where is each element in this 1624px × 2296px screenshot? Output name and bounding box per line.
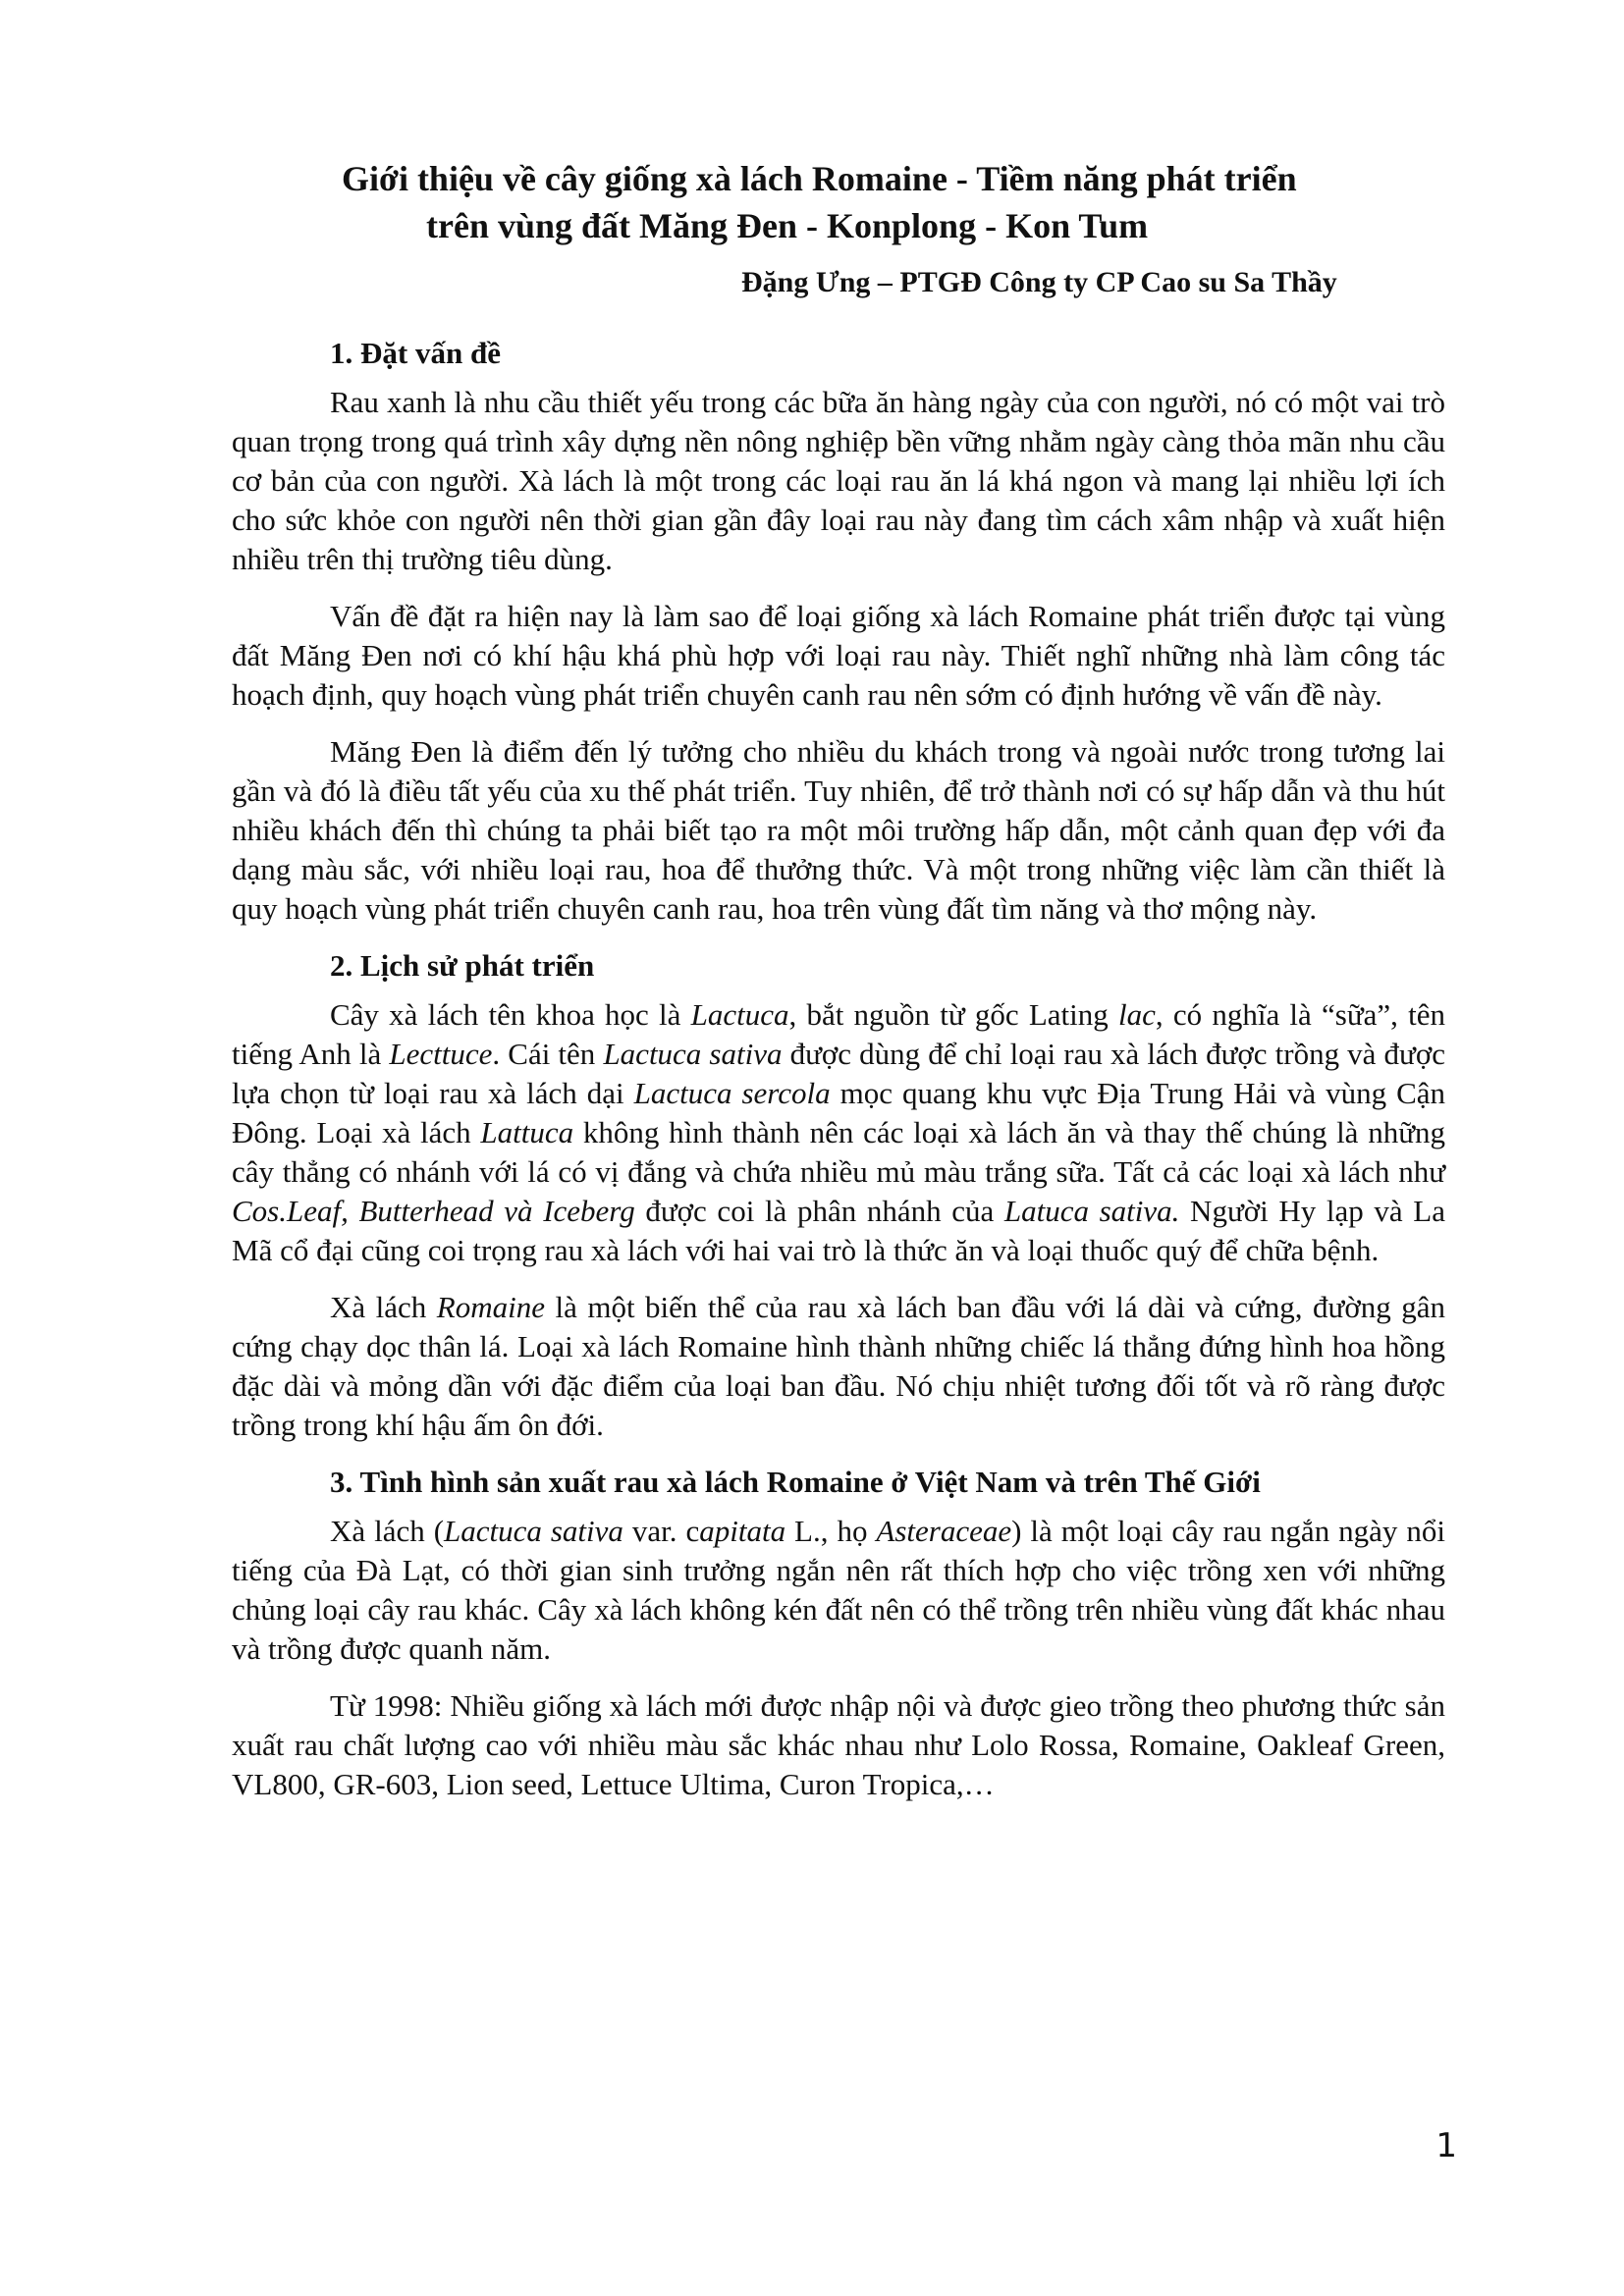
text-run: , bắt nguồn từ gốc Lating bbox=[788, 997, 1119, 1032]
text-run: được coi là phân nhánh của bbox=[634, 1194, 1004, 1228]
text-run: Cây xà lách tên khoa học là bbox=[330, 997, 691, 1032]
title-line-2: trên vùng đất Măng Đen - Konplong - Kon Tum bbox=[426, 206, 1149, 245]
italic-term: Lactuca sativa bbox=[444, 1514, 623, 1548]
text-run: mọc quang khu vực Địa Trung Hải và vùng Cận Đông. Loại xà lách bbox=[232, 1076, 1446, 1149]
text-run: là một biến thể của rau xà lách ban đầu với lá dài và cứng, đường gân cứng chạy dọc thân lá. Loại xà lách Romaine hình thành những chiếc lá thẳng đứng hình hoa hồng đặc dài và mỏng dần với đặc điểm của loại ban đầu. Nó chịu nhiệt tương đối tốt và rõ ràng được trồng trong khí hậu ấm ôn đới. bbox=[232, 1290, 1445, 1442]
text-run: Xà lách bbox=[330, 1290, 437, 1324]
text-run: var. c bbox=[623, 1514, 700, 1548]
document-body bbox=[232, 334, 1445, 1822]
italic-term: Romaine bbox=[436, 1290, 545, 1324]
italic-term: Lactuca sativa bbox=[603, 1037, 783, 1071]
text-run: , có nghĩa là “sữa”, tên tiếng Anh là bbox=[232, 997, 1445, 1071]
italic-term: apitata bbox=[699, 1514, 786, 1548]
section-2-paragraph-1 bbox=[232, 995, 1445, 1270]
text-run: Xà lách ( bbox=[330, 1514, 445, 1548]
page-number: 1 bbox=[1435, 2126, 1457, 2165]
italic-term: Lecttuce bbox=[389, 1037, 493, 1071]
italic-term: Lattuca bbox=[480, 1115, 574, 1149]
section-2-heading: 2. Lịch sử phát triển bbox=[330, 948, 595, 983]
section-1-heading: 1. Đặt vấn đề bbox=[330, 336, 501, 370]
section-3-paragraph-1 bbox=[232, 1512, 1445, 1669]
section-1-paragraph-3: Măng Đen là điểm đến lý tưởng cho nhiều du khách trong và ngoài nước trong tương lai gần và đó là điều tất yếu của xu thế phát triển. Tuy nhiên, để trở thành nơi có sự hấp dẫn và thu hút nhiều khách đến thì chúng ta phải biết tạo ra một môi trường hấp dẫn, một cảnh quan đẹp với đa dạng màu sắc, với nhiều loại rau, hoa để thưởng thức. Và một trong những việc làm cần thiết là quy hoạch vùng phát triển chuyên canh rau, hoa trên vùng đất tìm năng và thơ mộng này. bbox=[232, 734, 1445, 926]
section-1-paragraph-2: Vấn đề đặt ra hiện nay là làm sao để loại giống xà lách Romaine phát triển được tại vùng đất Măng Đen nơi có khí hậu khá phù hợp với loại rau này. Thiết nghĩ những nhà làm công tác hoạch định, quy hoạch vùng phát triển chuyên canh rau nên sớm có định hướng về vấn đề này. bbox=[232, 599, 1445, 712]
section-2-paragraph-2 bbox=[232, 1288, 1445, 1445]
italic-term: Cos.Leaf, Butterhead và Iceberg bbox=[232, 1194, 635, 1228]
italic-term: Latuca sativa. bbox=[1003, 1194, 1180, 1228]
section-3-heading: 3. Tình hình sản xuất rau xà lách Romaine ở Việt Nam và trên Thế Giới bbox=[330, 1465, 1261, 1499]
italic-term: Lactuca sercola bbox=[633, 1076, 831, 1110]
text-run: . Cái tên bbox=[492, 1037, 604, 1071]
text-run: L., họ bbox=[785, 1514, 877, 1548]
text-run: ) là một loại cây rau ngắn ngày nổi tiếng của Đà Lạt, có thời gian sinh trưởng ngắn nên rất thích hợp cho việc trồng xen với những chủng loại cây rau khác. Cây xà lách không kén đất nên có thể trồng trên nhiều vùng đất khác nhau và trồng được quanh năm. bbox=[232, 1514, 1445, 1666]
section-1-paragraph-1: Rau xanh là nhu cầu thiết yếu trong các bữa ăn hàng ngày của con người, nó có một vai trò quan trọng trong quá trình xây dựng nền nông nghiệp bền vững nhằm ngày càng thỏa mãn nhu cầu cơ bản của con người. Xà lách là một trong các loại rau ăn lá khá ngon và mang lại nhiều lợi ích cho sức khỏe con người nên thời gian gần đây loại rau này đang tìm cách xâm nhập và xuất hiện nhiều trên thị trường tiêu dùng. bbox=[232, 385, 1445, 576]
italic-term: Asteraceae bbox=[876, 1514, 1012, 1548]
section-3-paragraph-2: Từ 1998: Nhiều giống xà lách mới được nhập nội và được gieo trồng theo phương thức sản xuất rau chất lượng cao với nhiều màu sắc khác nhau như Lolo Rossa, Romaine, Oakleaf Green, VL800, GR-603, Lion seed, Lettuce Ultima, Curon Tropica,… bbox=[232, 1688, 1445, 1801]
document-title bbox=[342, 155, 1471, 249]
italic-term: lac bbox=[1118, 997, 1156, 1032]
text-run: được dùng để chỉ loại rau xà lách được trồng và được lựa chọn từ loại rau xà lách dại bbox=[232, 1037, 1446, 1110]
text-run: không hình thành nên các loại xà lách ăn và thay thế chúng là những cây thẳng có nhánh với lá có vị đắng và chứa nhiều mủ màu trắng sữa. Tất cả các loại xà lách như bbox=[232, 1115, 1445, 1189]
author-line: Đặng Ưng – PTGĐ Công ty CP Cao su Sa Thầy bbox=[741, 266, 1337, 298]
text-run: Người Hy lạp và La Mã cổ đại cũng coi trọng rau xà lách với hai vai trò là thức ăn và loại thuốc quý để chữa bệnh. bbox=[232, 1194, 1445, 1267]
title-line-1: Giới thiệu về cây giống xà lách Romaine - Tiềm năng phát triển bbox=[342, 159, 1297, 198]
italic-term: Lactuca bbox=[690, 997, 789, 1032]
